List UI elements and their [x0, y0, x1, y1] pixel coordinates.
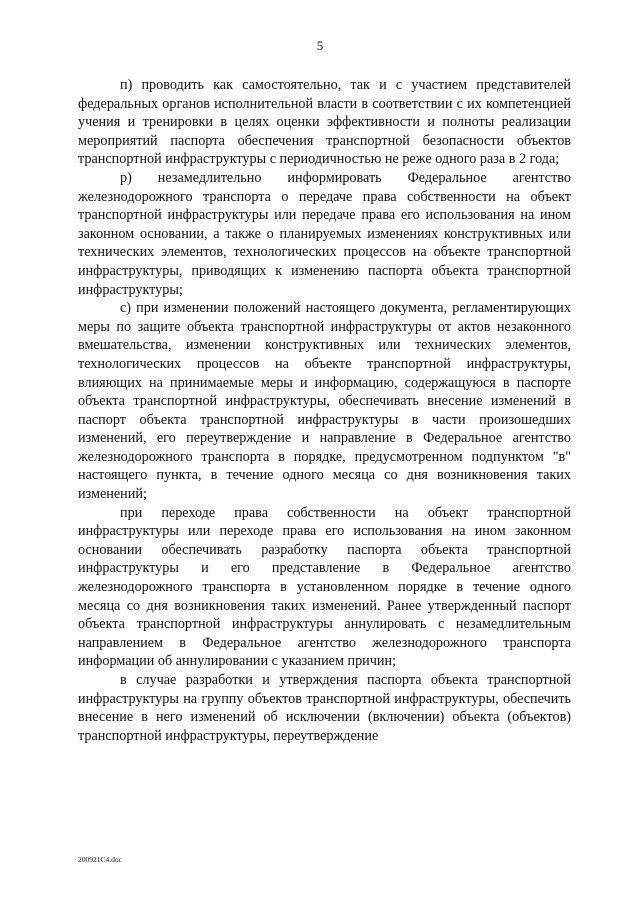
- paragraph-ownership-transfer: при переходе права собственности на объект транспортной инфраструктуры или переходе права его использования на ином законном основании обеспечивать разработку паспорта объекта транспортной инфраструктуры и его представление в Федеральное агентство железнодорожного транспорта в установленном порядке в течение одного месяца со дня возникновения таких изменений. Ранее утвержденный паспорт объекта транспортной инфраструктуры аннулировать с незамедлительным направлением в Федеральное агентство железнодорожного транспорта информации об аннулировании с указанием причин;: [78, 504, 571, 670]
- page-number: 5: [316, 38, 324, 53]
- document-body: [78, 76, 571, 745]
- paragraph-item-p: п) проводить как самостоятельно, так и с участием представителей федеральных органов исполнительной власти в соответствии с их компетенцией учения и тренировки в целях оценки эффективности и полноты реализации мероприятий паспорта обеспечения транспортной безопасности объектов транспортной инфраструктуры с периодичностью не реже одного раза в 2 года;: [78, 77, 571, 168]
- paragraph-item-s: с) при изменении положений настоящего документа, регламентирующих меры по защите объекта транспортной инфраструктуры от актов незаконного вмешательства, изменении конструктивных или технических элементов, технологических процессов на объекте транспортной инфраструктуры, влияющих на принимаемые меры и информацию, содержащуюся в паспорте объекта транспортной инфраструктуры, обеспечивать внесение изменений в паспорт объекта транспортной инфраструктуры в части произошедших изменений, его переутверждение и направление в Федеральное агентство железнодорожного транспорта в порядке, предусмотренном подпунктом "в" настоящего пункта, в течение одного месяца со дня возникновения таких изменений;: [78, 300, 571, 503]
- paragraph-item-r: р) незамедлительно информировать Федеральное агентство железнодорожного транспорта о передаче права собственности на объект транспортной инфраструктуры или передаче права его использования на ином законном основании, а также о планируемых изменениях конструктивных или технических элементов, технологических процессов на объекте транспортной инфраструктуры, приводящих к изменению паспорта объекта транспортной инфраструктуры;: [78, 169, 571, 298]
- footer-file-code: 200921С4.doc: [78, 855, 122, 864]
- paragraph-group-passport: в случае разработки и утверждения паспорта объекта транспортной инфраструктуры на группу объектов транспортной инфраструктуры, обеспечить внесение в него изменений об исключении (включении) объекта (объектов) транспортной инфраструктуры, переутверждение: [78, 672, 571, 744]
